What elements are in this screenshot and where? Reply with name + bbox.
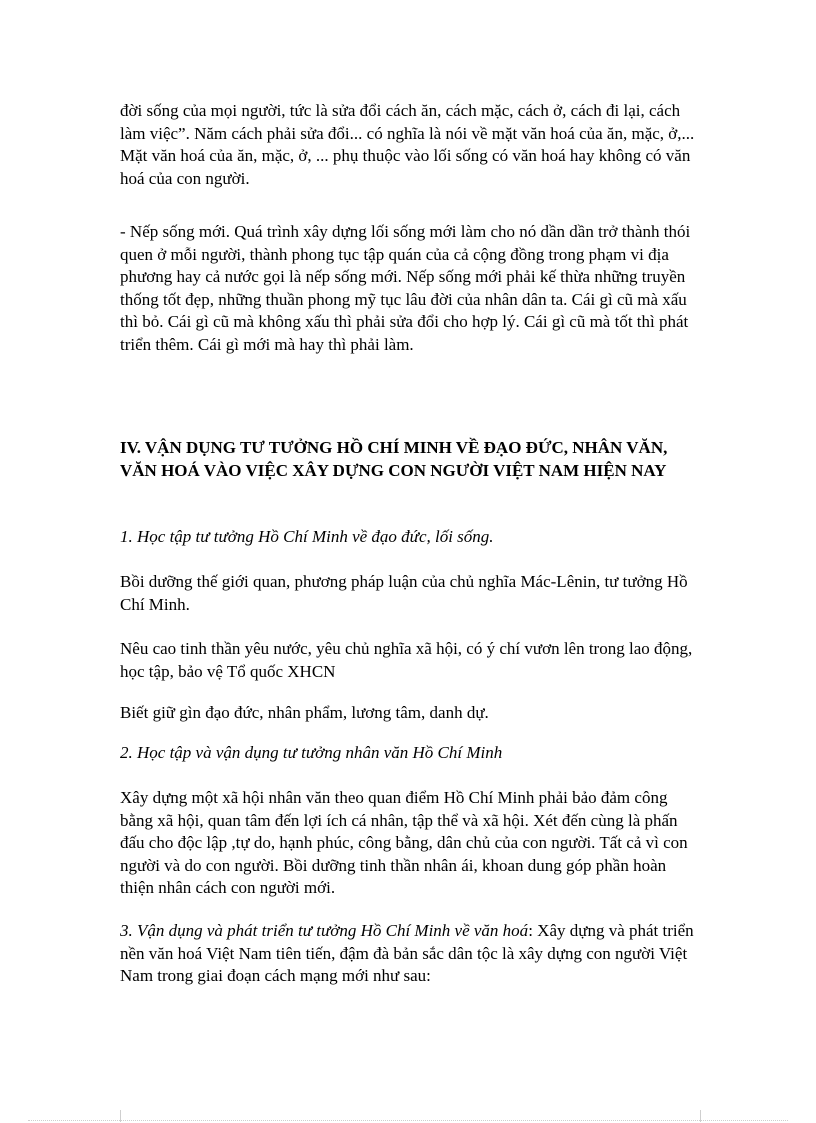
paragraph-culture-text: : Xây dựng và phát triển nền văn hoá Việt Nam tiên tiến, đậm đà bản sắc dân tộc là xây dựng con người Việt Nam trong giai đoạn cách mạng mới như sau: xyxy=(120,921,694,985)
page-corner-mark-right xyxy=(700,1110,701,1122)
paragraph-patriotism: Nêu cao tinh thần yêu nước, yêu chủ nghĩa xã hội, có ý chí vươn lên trong lao động, học tập, bảo vệ Tổ quốc XHCN xyxy=(120,639,693,681)
paragraph-lifestyle-culture: đời sống của mọi người, tức là sửa đổi cách ăn, cách mặc, cách ở, cách đi lại, cách làm việc”. Năm cách phải sửa đổi... có nghĩa là nói về mặt văn hoá của ăn, mặc, ở,... Mặt văn hoá của ăn, mặc, ở, ... phụ thuộc vào lối sống có văn hoá hay không có văn hoá của con người. xyxy=(120,101,695,188)
page-corner-mark-left xyxy=(120,1110,121,1122)
section-heading: IV. VẬN DỤNG TƯ TƯỞNG HỒ CHÍ MINH VỀ ĐẠO ĐỨC, NHÂN VĂN, VĂN HOÁ VÀO VIỆC XÂY DỰNG CON NGƯỜI VIỆT NAM HIỆN NAY xyxy=(120,438,668,480)
paragraph-culture-development xyxy=(120,920,700,988)
page-bottom-rule xyxy=(28,1120,788,1121)
subheading-1: 1. Học tập tư tưởng Hồ Chí Minh về đạo đức, lối sống. xyxy=(120,527,494,546)
paragraph-new-lifestyle: - Nếp sống mới. Quá trình xây dựng lối sống mới làm cho nó dần dần trở thành thói quen ở mỗi người, thành phong tục tập quán của cả cộng đồng trong phạm vi địa phương hay cả nước gọi là nếp sống mới. Nếp sống mới phải kế thừa những truyền thống tốt đẹp, những thuần phong mỹ tục lâu đời của nhân dân ta. Cái gì cũ mà xấu thì bỏ. Cái gì cũ mà không xấu thì phải sửa đổi cho hợp lý. Cái gì cũ mà tốt thì phát triển thêm. Cái gì mới mà hay thì phải làm. xyxy=(120,222,691,354)
paragraph-humanist-society: Xây dựng một xã hội nhân văn theo quan điểm Hồ Chí Minh phải bảo đảm công bằng xã hội, quan tâm đến lợi ích cá nhân, tập thể và xã hội. Xét đến cùng là phấn đấu cho độc lập ,tự do, hạnh phúc, công bằng, dân chủ của con người. Tất cả vì con người và do con người. Bồi dưỡng tinh thần nhân ái, khoan dung góp phần hoàn thiện nhân cách con người mới. xyxy=(120,788,688,897)
subheading-3: 3. Vận dụng và phát triển tư tưởng Hồ Chí Minh về văn hoá xyxy=(120,921,529,940)
paragraph-ethics: Biết giữ gìn đạo đức, nhân phẩm, lương tâm, danh dự. xyxy=(120,703,489,722)
paragraph-worldview: Bồi dưỡng thế giới quan, phương pháp luận của chủ nghĩa Mác-Lênin, tư tưởng Hồ Chí Minh. xyxy=(120,572,688,614)
subheading-2: 2. Học tập và vận dụng tư tưởng nhân văn Hồ Chí Minh xyxy=(120,743,503,762)
